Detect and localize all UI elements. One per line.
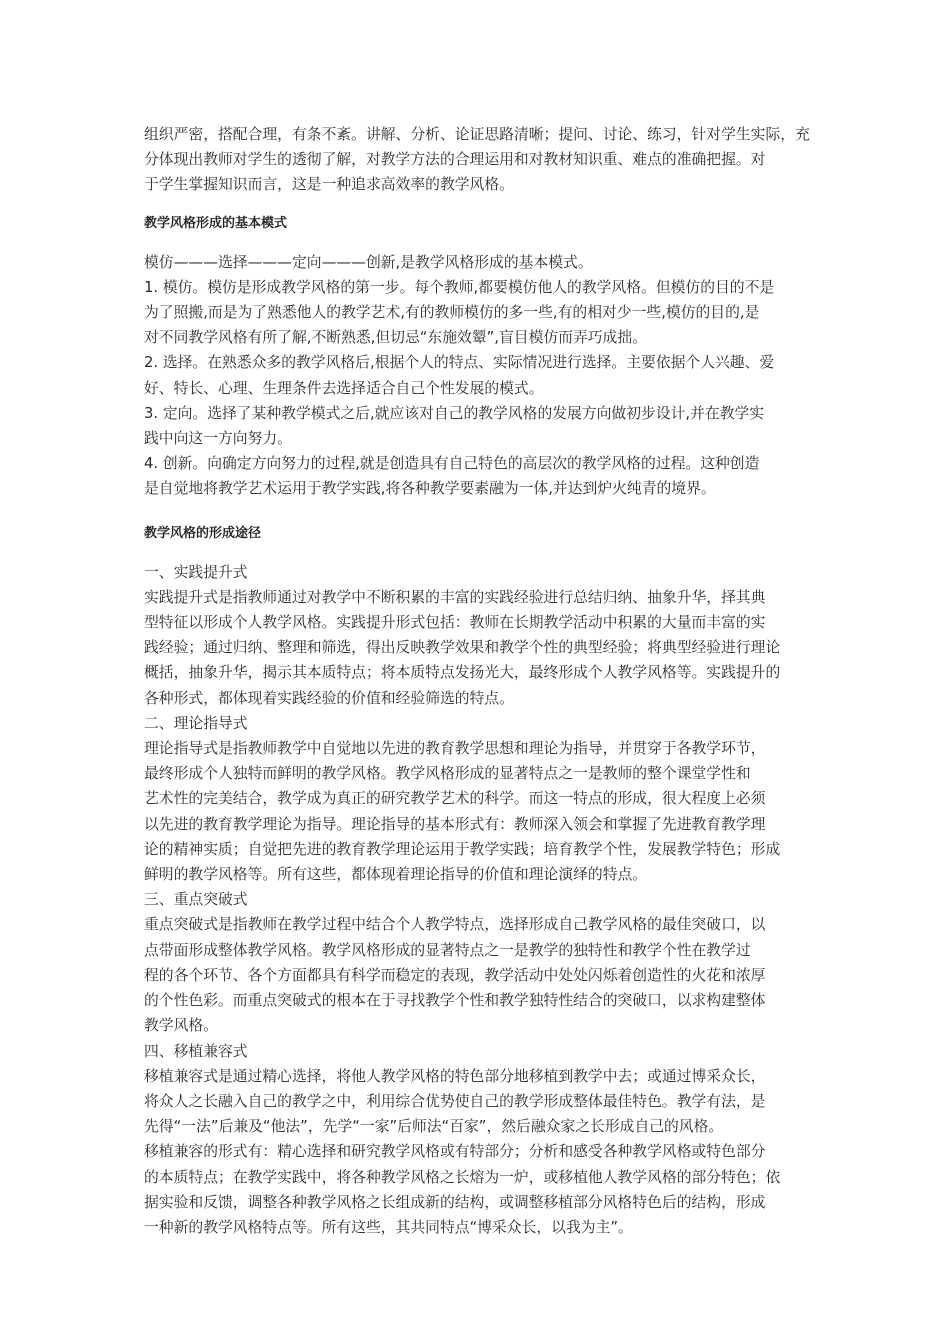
text-line: 移植兼容的形式有：精心选择和研究教学风格或有特部分；分析和感受各种教学风格或特色部分 (144, 1143, 766, 1161)
text-line: 一种新的教学风格特点等。所有这些，其共同特点“博采众长，以我为主”。 (144, 1218, 633, 1236)
text-line: 移植兼容式是通过精心选择，将他人教学风格的特色部分地移植到教学中去；或通过博采众长， (144, 1067, 766, 1085)
text-line: 点带面形成整体教学风格。教学风格形成的显著特点之一是教学的独特性和教学个性在教学过 (144, 941, 751, 959)
section-heading-formation-paths: 教学风格的形成途径 (144, 525, 262, 541)
document-body (144, 122, 820, 1240)
subheading-practice: 一、实践提升式 (144, 563, 248, 581)
text-line: 是自觉地将教学艺术运用于教学实践,将各种教学要素融为一体,并达到炉火纯青的境界。 (144, 480, 716, 498)
text-line: 分体现出教师对学生的透彻了解，对教学方法的合理运用和对教材知识重、难点的准确把握。对 (144, 151, 766, 169)
text-line: 鲜明的教学风格等。所有这些，都体现着理论指导的价值和理论演绎的特点。 (144, 866, 648, 884)
text-line: 践经验；通过归纳、整理和筛选，得出反映教学效果和教学个性的典型经验；将典型经验进行理论 (144, 639, 781, 657)
text-line: 实践提升式是指教师通过对教学中不断积累的丰富的实践经验进行总结归纳、抽象升华，择其典 (144, 588, 766, 606)
text-line: 的本质特点；在教学实践中，将各种教学风格之长熔为一炉，或移植他人教学风格的部分特色；依 (144, 1168, 781, 1186)
text-line: 为了照搬,而是为了熟悉他人的教学艺术,有的教师模仿的多一些,有的相对少一些,模仿的目的,是 (144, 304, 760, 322)
text-line: 先得“一法”后兼及“他法”，先学“一家”后师法“百家”，然后融众家之长形成自己的风格。 (144, 1118, 724, 1136)
text-line: 以先进的教育教学理论为指导。理论指导的基本形式有：教师深入领会和掌握了先进教育教学理 (144, 815, 766, 833)
subheading-theory: 二、理论指导式 (144, 714, 248, 732)
text-line: 3. 定向。选择了某种教学模式之后,就应该对自己的教学风格的发展方向做初步设计,并在教学实 (144, 404, 765, 422)
text-line: 模仿———选择———定向———创新,是教学风格形成的基本模式。 (144, 253, 593, 271)
text-line: 艺术性的完美结合，教学成为真正的研究教学艺术的科学。而这一特点的形成，很大程度上必须 (144, 790, 766, 808)
text-line: 将众人之长融入自己的教学之中，利用综合优势使自己的教学形成整体最佳特色。教学有法，是 (144, 1092, 766, 1110)
text-line: 践中向这一方向努力。 (144, 430, 292, 448)
subheading-transplant: 四、移植兼容式 (144, 1042, 248, 1060)
subheading-breakthrough: 三、重点突破式 (144, 891, 248, 909)
text-line: 组织严密，搭配合理，有条不紊。讲解、分析、论证思路清晰；提问、讨论、练习，针对学生实际，充 (144, 126, 810, 143)
text-line: 的个性色彩。而重点突破式的根本在于寻找教学个性和教学独特性结合的突破口，以求构建整体 (144, 992, 766, 1010)
text-line: 于学生掌握知识而言，这是一种追求高效率的教学风格。 (144, 176, 514, 194)
section-basic-mode-body (144, 250, 820, 502)
text-line: 2. 选择。在熟悉众多的教学风格后,根据个人的特点、实际情况进行选择。主要依据个人兴趣、爱 (144, 354, 775, 372)
text-line: 4. 创新。向确定方向努力的过程,就是创造具有自己特色的高层次的教学风格的过程。这种创造 (144, 455, 760, 473)
text-line: 型特征以形成个人教学风格。实践提升形式包括：教师在长期教学活动中积累的大量而丰富的实 (144, 614, 766, 632)
text-line: 对不同教学风格有所了解,不断熟悉,但切忌“东施效颦”,盲目模仿而弄巧成拙。 (144, 329, 647, 347)
text-line: 程的各个环节、各个方面都具有科学而稳定的表现，教学活动中处处闪烁着创造性的火花和浓厚 (144, 966, 766, 984)
section-heading-basic-mode: 教学风格形成的基本模式 (144, 215, 288, 231)
text-line: 论的精神实质；自觉把先进的教育教学理论运用于教学实践；培育教学个性，发展教学特色；形成 (144, 840, 781, 858)
text-line: 各种形式，都体现着实践经验的价值和经验筛选的特点。 (144, 689, 514, 707)
text-line: 概括，抽象升华，揭示其本质特点；将本质特点发扬光大，最终形成个人教学风格等。实践提升的 (144, 664, 781, 682)
text-line: 最终形成个人独特而鲜明的教学风格。教学风格形成的显著特点之一是教师的整个课堂学性和 (144, 765, 751, 783)
text-line: 理论指导式是指教师教学中自觉地以先进的教育教学思想和理论为指导，并贯穿于各教学环节， (144, 740, 766, 758)
section-formation-paths-body (144, 560, 820, 1240)
text-line: 好、特长、心理、生理条件去选择适合自己个性发展的模式。 (144, 379, 544, 397)
intro-paragraph (144, 122, 820, 198)
text-line: 据实验和反馈，调整各种教学风格之长组成新的结构，或调整移植部分风格特色后的结构，形成 (144, 1193, 766, 1211)
text-line: 重点突破式是指教师在教学过程中结合个人教学特点，选择形成自己教学风格的最佳突破口，以 (144, 916, 766, 934)
text-line: 教学风格。 (144, 1017, 218, 1035)
text-line: 1. 模仿。模仿是形成教学风格的第一步。每个教师,都要模仿他人的教学风格。但模仿的目的不是 (144, 278, 775, 296)
